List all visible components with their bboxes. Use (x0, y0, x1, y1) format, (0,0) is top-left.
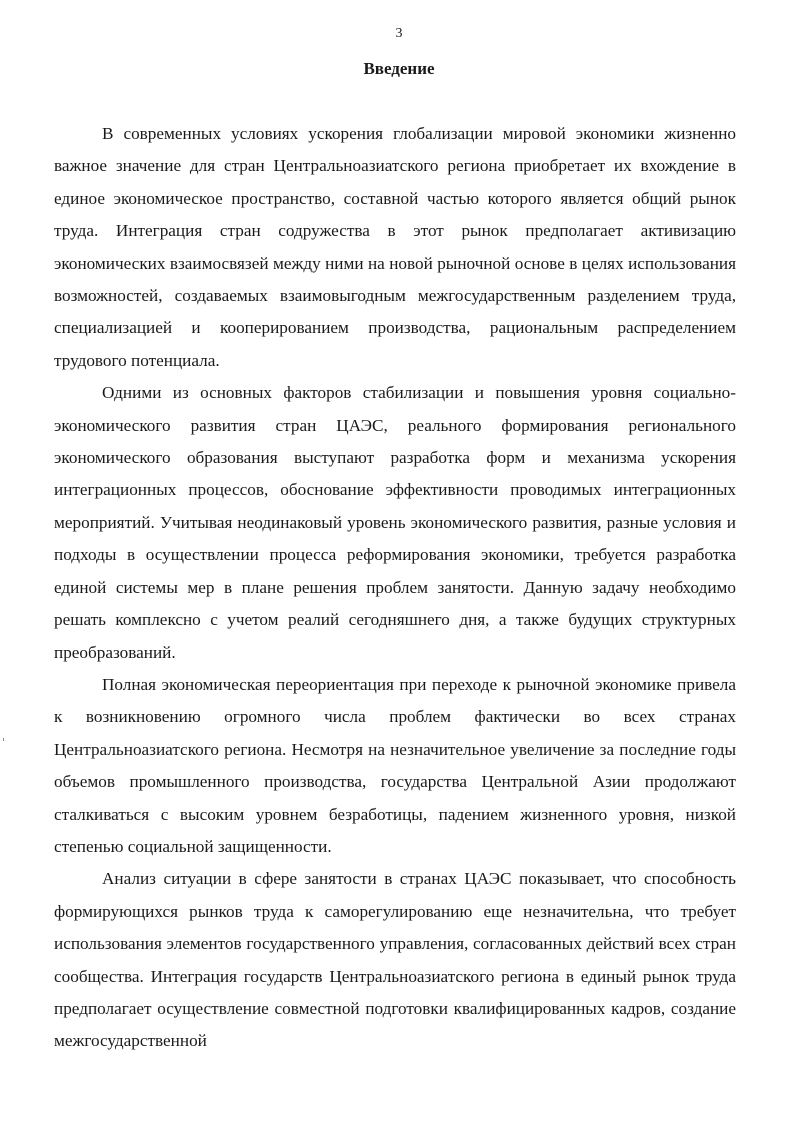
scan-artifact (3, 738, 4, 741)
paragraph-1: В современных условиях ускорения глобализации мировой экономики жизненно важное значение для стран Центральноазиатского региона приобретает их вхождение в единое экономическое пространство, составной частью которого является общий рынок труда. Интеграция стран содружества в этот рынок предполагает активизацию экономических взаимосвязей между ними на новой рыночной основе в целях использования возможностей, создаваемых взаимовыгодным межгосударственным разделением труда, специализацией и кооперированием производства, рациональным распределением трудового потенциала. (54, 124, 736, 370)
paragraph-3: Полная экономическая переориентация при переходе к рыночной экономике привела к возникновению огромного числа проблем фактически во всех странах Центральноазиатского региона. Несмотря на незначительное увеличение за последние годы объемов промышленного производства, государства Центральной Азии продолжают сталкиваться с высоким уровнем безработицы, падением жизненного уровня, низкой степенью социальной защищенности. (54, 674, 736, 856)
paragraph-4: Анализ ситуации в сфере занятости в странах ЦАЭС показывает, что способность формирующихся рынков труда к саморегулированию еще незначительна, что требует использования элементов государственного управления, согласованных действий всех стран сообщества. Интеграция государств Центральноазиатского региона в единый рынок труда предполагает осуществление совместной подготовки квалифицированных кадров, создание межгосударственной (54, 869, 736, 1051)
page-number: 3 (395, 26, 403, 41)
paragraph-2: Одними из основных факторов стабилизации и повышения уровня социально-экономического развития стран ЦАЭС, реального формирования регионального экономического образования выступают разработка форм и механизма ускорения интеграционных процессов, обоснование эффективности проводимых интеграционных мероприятий. Учитывая неодинаковый уровень экономического развития, разные условия и подходы в осуществлении процесса реформирования экономики, требуется разработка единой системы мер в плане решения проблем занятости. Данную задачу необходимо решать комплексно с учетом реалий сегодняшнего дня, а также будущих структурных преобразований. (54, 383, 736, 662)
body-text (54, 118, 736, 1058)
section-title: Введение (363, 59, 435, 78)
